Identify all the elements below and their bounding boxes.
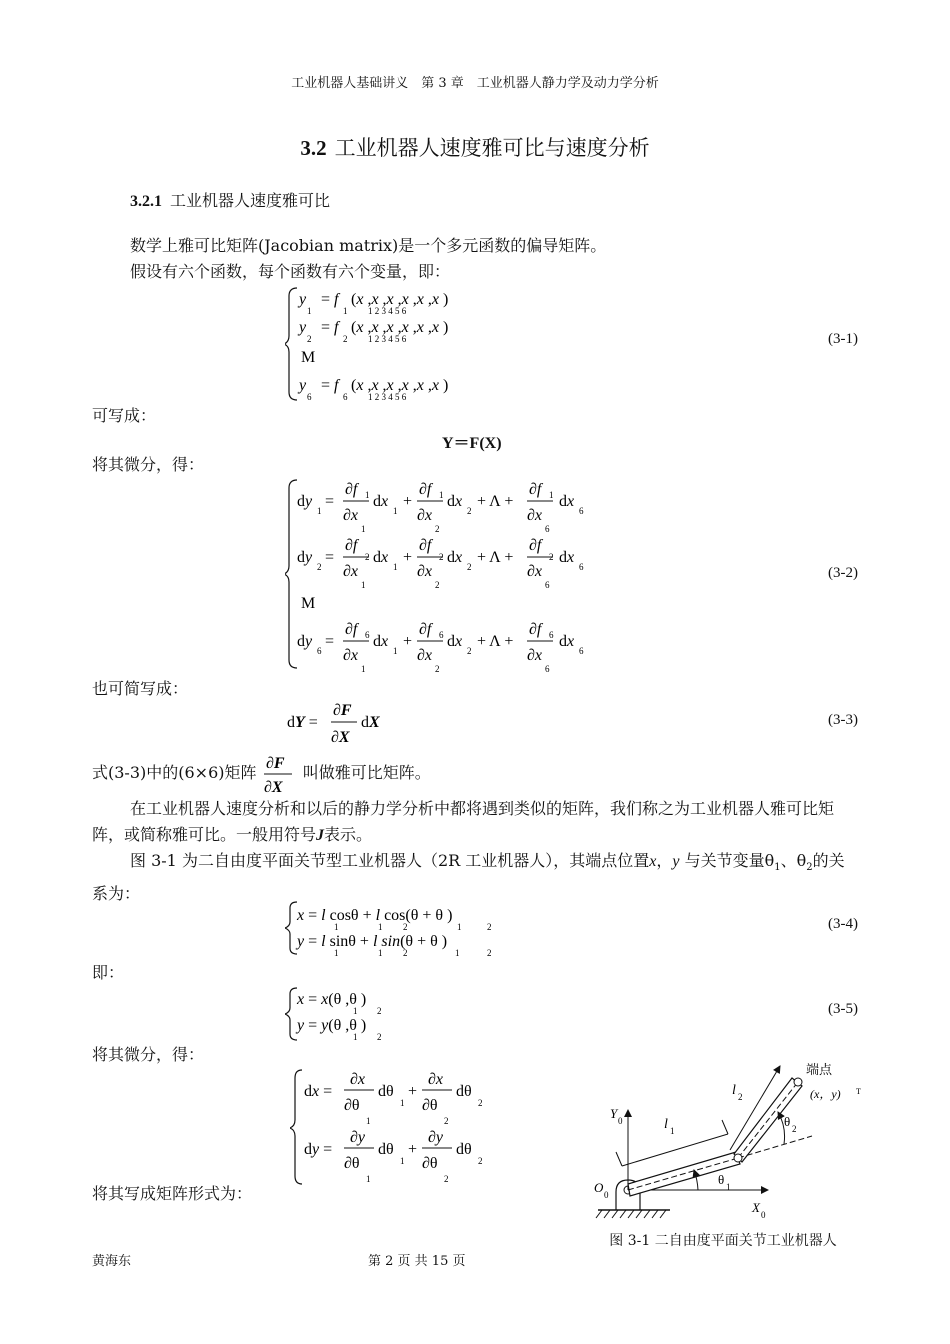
svg-text:1: 1 [366, 1174, 371, 1184]
footer-author: 黄海东 [92, 1254, 132, 1269]
subsection-number: 3.2.1 [130, 193, 162, 210]
svg-text:1: 1 [393, 646, 398, 656]
svg-text:∂x: ∂x [350, 1071, 366, 1088]
svg-text:= f: = f [321, 291, 339, 308]
eq1-rows [297, 291, 448, 402]
svg-text:= f: = f [321, 377, 339, 394]
svg-text:∂f: ∂f [345, 537, 358, 554]
svg-text:2: 2 [317, 562, 322, 572]
eq2-ellipsis: M [301, 595, 316, 612]
svg-text:2: 2 [377, 1032, 382, 1042]
paragraph-differentiate: 将其微分，得： [92, 455, 205, 474]
svg-text:1: 1 [361, 664, 366, 674]
svg-text:y: y [299, 319, 307, 336]
svg-text:∂θ: ∂θ [344, 1155, 360, 1172]
svg-text:∂x: ∂x [417, 647, 433, 664]
svg-text:1: 1 [353, 1006, 358, 1016]
fraction-df-dx [262, 752, 298, 796]
svg-text:2: 2 [467, 562, 472, 572]
section-number: 3.2 [300, 136, 327, 160]
svg-text:1: 1 [457, 922, 462, 932]
svg-text:dy: dy [297, 493, 313, 510]
svg-text:1: 1 [549, 490, 554, 500]
svg-text:∂f: ∂f [529, 537, 542, 554]
paragraph-jacobian-def: 数学上雅可比矩阵(Jacobian matrix)是一个多元函数的偏导矩阵。 [130, 236, 607, 255]
svg-text:∂x: ∂x [527, 563, 543, 580]
svg-text:dθ: dθ [456, 1141, 472, 1158]
paragraph-differentiate-2: 将其微分，得： [92, 1045, 205, 1064]
p6-post: 叫做雅可比矩阵。 [302, 763, 431, 782]
svg-text:x = l cosθ + l cos(θ + θ ): x = l cosθ + l cos(θ + θ ) [297, 907, 453, 924]
paragraph-can-write: 可写成： [92, 406, 157, 425]
svg-text:1: 1 [334, 922, 339, 932]
label-l1-sub: 1 [670, 1126, 675, 1136]
svg-text:1: 1 [334, 948, 339, 958]
svg-text:1: 1 [378, 948, 383, 958]
svg-text:1: 1 [393, 506, 398, 516]
svg-text:+ Λ +: + Λ + [477, 493, 514, 510]
svg-text:∂y: ∂y [428, 1129, 444, 1146]
paragraph-jacobian-matrix [92, 754, 431, 796]
equation-3-2 [285, 476, 605, 676]
subsection-title [130, 188, 330, 211]
svg-text:dy =: dy = [304, 1141, 333, 1158]
svg-text:6: 6 [579, 646, 584, 656]
svg-text:∂x: ∂x [343, 563, 359, 580]
svg-text:∂f: ∂f [419, 537, 432, 554]
svg-text:∂θ: ∂θ [422, 1155, 438, 1172]
svg-text:∂F: ∂F [265, 754, 285, 772]
svg-text:(x ,x ,x ,x ,x ,x ): (x ,x ,x ,x ,x ,x ) [351, 291, 449, 308]
svg-text:dx: dx [447, 549, 463, 566]
svg-text:dy: dy [297, 633, 313, 650]
svg-text:∂θ: ∂θ [422, 1097, 438, 1114]
label-o0: O [594, 1180, 604, 1195]
svg-text:∂x: ∂x [343, 647, 359, 664]
svg-text:y: y [299, 291, 307, 308]
svg-text:=: = [325, 633, 335, 650]
eq2-row-1 [297, 481, 584, 534]
svg-text:y = l sinθ + l sin(θ + θ ): y = l sinθ + l sin(θ + θ ) [297, 933, 448, 950]
equation-3-3 [285, 698, 405, 748]
svg-text:2: 2 [549, 552, 554, 562]
svg-text:∂f: ∂f [345, 621, 358, 638]
svg-text:2: 2 [365, 552, 370, 562]
equation-number-3-2: (3-2) [828, 565, 858, 581]
svg-text:dθ: dθ [378, 1141, 394, 1158]
footer-page: 第 2 页 共 15 页 [368, 1254, 466, 1269]
eq2-row-2 [297, 537, 584, 590]
svg-text:∂f: ∂f [419, 481, 432, 498]
label-theta1-sub: 1 [726, 1182, 731, 1192]
svg-text:6: 6 [365, 630, 370, 640]
figure-2r-robot [588, 1052, 868, 1230]
svg-text:2: 2 [377, 1006, 382, 1016]
p8-text-c: 的关系为： [92, 851, 845, 904]
svg-text:dx =: dx = [304, 1083, 333, 1100]
svg-text:2: 2 [487, 922, 492, 932]
label-theta1: θ [718, 1172, 725, 1187]
svg-text:2: 2 [444, 1116, 449, 1126]
svg-text:6: 6 [579, 562, 584, 572]
svg-text:dθ: dθ [456, 1083, 472, 1100]
section-title-text: 工业机器人速度雅可比与速度分析 [334, 136, 650, 160]
svg-text:M: M [301, 349, 316, 366]
label-l2-sub: 2 [738, 1092, 743, 1102]
equation-number-3-1: (3-1) [828, 331, 858, 347]
svg-text:dx: dx [373, 633, 389, 650]
svg-text:dx: dx [559, 633, 575, 650]
paragraph-six-functions: 假设有六个函数，每个函数有六个变量，即： [130, 262, 451, 281]
svg-text:1: 1 [353, 1032, 358, 1042]
svg-text:dX: dX [361, 714, 380, 731]
svg-text:6: 6 [307, 392, 312, 402]
svg-text:+: + [403, 633, 413, 650]
svg-text:∂f: ∂f [345, 481, 358, 498]
equation-3-5 [285, 984, 425, 1044]
equation-number-3-4: (3-4) [828, 916, 858, 932]
svg-text:+: + [408, 1083, 418, 1100]
label-y0: Y [610, 1106, 618, 1121]
svg-text:= f: = f [321, 319, 339, 336]
svg-text:=: = [325, 493, 335, 510]
svg-text:2: 2 [435, 580, 440, 590]
svg-text:2: 2 [307, 334, 312, 344]
equation-y-equals-fx: Y＝F(X) [442, 435, 502, 452]
paragraph-namely: 即： [92, 963, 125, 982]
svg-text:6: 6 [545, 580, 550, 590]
paragraph-2r-robot: 图 3-1 为二自由度平面关节型工业机器人（2R 工业机器人），其端点位置x，y 与关节变量$\theta_1$、$\theta_2$的关系为： [92, 851, 845, 904]
svg-text:2: 2 [467, 506, 472, 516]
svg-text:1: 1 [439, 490, 444, 500]
svg-text:1: 1 [393, 562, 398, 572]
svg-text:1: 1 [366, 1116, 371, 1126]
svg-text:=: = [325, 549, 335, 566]
equation-3-4 [285, 898, 525, 958]
svg-text:+: + [403, 549, 413, 566]
svg-text:2: 2 [435, 664, 440, 674]
svg-text:1: 1 [400, 1156, 405, 1166]
equation-3-1 [285, 284, 545, 404]
svg-text:1: 1 [455, 948, 460, 958]
endpoint-transpose: T [856, 1087, 861, 1096]
svg-text:6: 6 [549, 630, 554, 640]
svg-text:1: 1 [365, 490, 370, 500]
label-x0: X [752, 1200, 760, 1215]
svg-text:∂θ: ∂θ [344, 1097, 360, 1114]
eq2-row-6 [297, 621, 584, 674]
svg-text:1: 1 [361, 524, 366, 534]
symbol-j: J [316, 827, 325, 844]
svg-text:dx: dx [373, 549, 389, 566]
svg-text:∂f: ∂f [529, 481, 542, 498]
svg-text:1: 1 [361, 580, 366, 590]
svg-text:∂x: ∂x [527, 647, 543, 664]
endpoint-label: 端点 [806, 1062, 833, 1077]
label-x0-sub: 0 [761, 1210, 766, 1220]
equation-number-3-3: (3-3) [828, 712, 858, 728]
svg-text:∂x: ∂x [527, 507, 543, 524]
svg-text:dY =: dY = [287, 714, 318, 731]
svg-text:∂x: ∂x [343, 507, 359, 524]
svg-text:(x ,x ,x ,x ,x ,x ): (x ,x ,x ,x ,x ,x ) [351, 319, 449, 336]
svg-text:2: 2 [478, 1098, 483, 1108]
svg-text:2: 2 [444, 1174, 449, 1184]
label-y0-sub: 0 [618, 1116, 623, 1126]
label-theta2: θ [784, 1114, 791, 1129]
p8-text-a: 图 3-1 为二自由度平面关节型工业机器人（2R 工业机器人），其端点位置 [130, 851, 650, 870]
svg-text:+: + [403, 493, 413, 510]
paragraph-matrix-form: 将其写成矩阵形式为： [92, 1184, 253, 1203]
svg-text:dx: dx [447, 493, 463, 510]
svg-text:dx: dx [373, 493, 389, 510]
svg-text:1: 1 [378, 922, 383, 932]
label-theta2-sub: 2 [792, 1124, 797, 1134]
p7-end: 表示。 [324, 825, 373, 844]
svg-text:6: 6 [317, 646, 322, 656]
p8-text-b: 与关节变量θ [684, 851, 775, 870]
endpoint-coords: (x，y) [810, 1087, 841, 1101]
svg-text:∂f: ∂f [529, 621, 542, 638]
svg-text:dθ: dθ [378, 1083, 394, 1100]
svg-text:+ Λ +: + Λ + [477, 549, 514, 566]
p6-pre: 式(3-3)中的(6×6)矩阵 [92, 763, 257, 782]
svg-text:6: 6 [579, 506, 584, 516]
svg-text:2: 2 [403, 922, 408, 932]
svg-text:dx: dx [447, 633, 463, 650]
label-l2: l [732, 1083, 736, 1098]
subsection-title-text: 工业机器人速度雅可比 [170, 191, 331, 210]
svg-text:6: 6 [545, 664, 550, 674]
joint-2 [734, 1154, 742, 1162]
svg-text:1 2 3 4 5: 1 2 3 4 5 6 [368, 392, 407, 402]
svg-text:1: 1 [400, 1098, 405, 1108]
svg-text:y = y(θ ,θ ): y = y(θ ,θ ) [297, 1017, 367, 1034]
paragraph-short-form: 也可简写成： [92, 679, 189, 698]
left-brace [285, 288, 297, 400]
svg-text:2: 2 [467, 646, 472, 656]
svg-text:∂x: ∂x [417, 507, 433, 524]
svg-text:1: 1 [307, 306, 312, 316]
svg-text:dx: dx [559, 549, 575, 566]
equation-differentials [290, 1066, 510, 1188]
svg-text:∂y: ∂y [350, 1129, 366, 1146]
svg-text:2: 2 [343, 334, 348, 344]
figure-caption: 图 3-1 二自由度平面关节工业机器人 [609, 1233, 837, 1249]
svg-text:∂x: ∂x [428, 1071, 444, 1088]
svg-text:6: 6 [439, 630, 444, 640]
svg-text:dx: dx [559, 493, 575, 510]
left-brace [285, 480, 297, 668]
paragraph-robot-jacobian [92, 796, 860, 849]
svg-text:∂x: ∂x [417, 563, 433, 580]
svg-text:1 2 3 4 5: 1 2 3 4 5 6 [368, 334, 407, 344]
svg-text:2: 2 [403, 948, 408, 958]
p7-text: 在工业机器人速度分析和以后的静力学分析中都将遇到类似的矩阵，我们称之为工业机器人雅可比矩阵，或简称雅可比。一般用符号 [92, 799, 835, 844]
svg-text:6: 6 [343, 392, 348, 402]
svg-text:1: 1 [343, 306, 348, 316]
svg-text:1: 1 [317, 506, 322, 516]
svg-text:6: 6 [545, 524, 550, 534]
svg-text:2: 2 [487, 948, 492, 958]
svg-text:+: + [408, 1141, 418, 1158]
svg-text:y: y [299, 377, 307, 394]
svg-text:∂F: ∂F [333, 702, 352, 719]
svg-text:2: 2 [435, 524, 440, 534]
label-l1: l [664, 1117, 668, 1132]
svg-text:+ Λ +: + Λ + [477, 633, 514, 650]
svg-text:x = x(θ ,θ ): x = x(θ ,θ ) [297, 991, 367, 1008]
section-title [0, 132, 950, 162]
ground-hatch [596, 1210, 666, 1218]
svg-text:(x ,x ,x ,x ,x ,x ): (x ,x ,x ,x ,x ,x ) [351, 377, 449, 394]
label-o0-sub: 0 [604, 1190, 609, 1200]
equation-number-3-5: (3-5) [828, 1001, 858, 1017]
end-point [794, 1078, 802, 1086]
svg-text:2: 2 [439, 552, 444, 562]
svg-text:dy: dy [297, 549, 313, 566]
running-header: 工业机器人基础讲义 第 3 章 工业机器人静力学及动力学分析 [291, 76, 659, 91]
svg-text:∂f: ∂f [419, 621, 432, 638]
svg-text:∂X: ∂X [263, 778, 283, 796]
svg-text:2: 2 [478, 1156, 483, 1166]
svg-text:1 2 3 4 5: 1 2 3 4 5 6 [368, 306, 407, 316]
svg-text:∂X: ∂X [331, 729, 350, 746]
